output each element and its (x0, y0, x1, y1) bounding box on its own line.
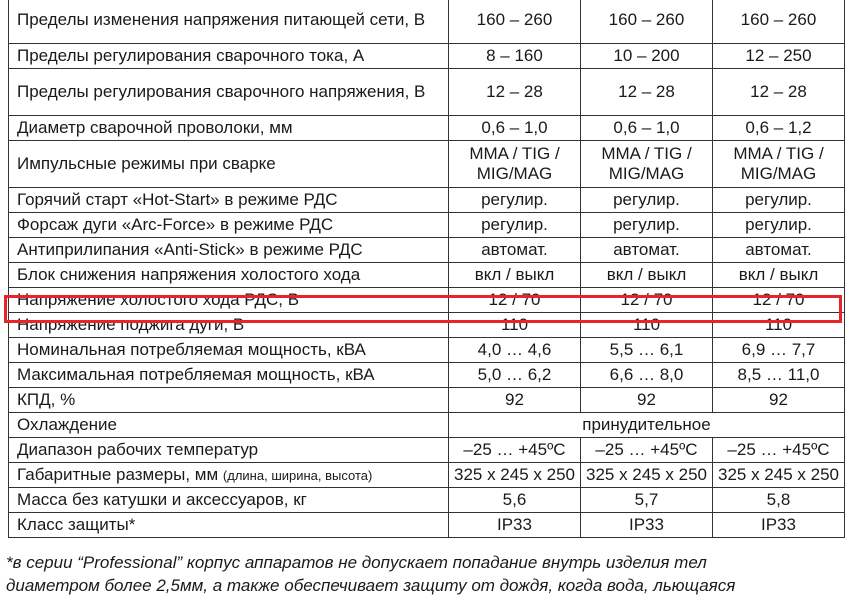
row-value: 160 – 260 (581, 0, 713, 44)
row-value: автомат. (449, 238, 581, 263)
row-label-cell (9, 463, 449, 488)
row-label-note: (длина, ширина, высота) (222, 467, 373, 483)
row-value: 92 (713, 388, 845, 413)
row-label: Габаритные размеры, мм (17, 464, 219, 484)
table-row (9, 313, 845, 338)
row-value: IP33 (713, 513, 845, 538)
table-row (9, 213, 845, 238)
row-value: 0,6 – 1,0 (449, 116, 581, 141)
row-value: автомат. (713, 238, 845, 263)
row-value: регулир. (449, 213, 581, 238)
row-label: Импульсные режимы при сварке (9, 141, 449, 188)
row-value: 0,6 – 1,2 (713, 116, 845, 141)
row-value: вкл / выкл (581, 263, 713, 288)
row-label: Горячий старт «Hot-Start» в режиме РДС (9, 188, 449, 213)
table-row (9, 338, 845, 363)
table-row (9, 69, 845, 116)
row-value: 8 – 160 (449, 44, 581, 69)
row-label: Охлаждение (9, 413, 449, 438)
row-value: 160 – 260 (449, 0, 581, 44)
row-label: Масса без катушки и аксессуаров, кг (9, 488, 449, 513)
row-label: КПД, % (9, 388, 449, 413)
table-row (9, 438, 845, 463)
table-row (9, 188, 845, 213)
table-row (9, 263, 845, 288)
specifications-table (8, 0, 845, 538)
row-label: Диапазон рабочих температур (9, 438, 449, 463)
row-value: IP33 (449, 513, 581, 538)
row-value: 0,6 – 1,0 (581, 116, 713, 141)
row-value-merged: принудительное (449, 413, 845, 438)
row-label: Блок снижения напряжения холостого хода (9, 263, 449, 288)
table-row (9, 44, 845, 69)
row-value: 12 / 70 (581, 288, 713, 313)
row-value: 5,5 … 6,1 (581, 338, 713, 363)
row-label: Пределы регулирования сварочного напряжения, В (9, 69, 449, 116)
row-value: регулир. (581, 213, 713, 238)
row-value: MMA / TIG / MIG/MAG (581, 141, 713, 188)
table-row (9, 238, 845, 263)
row-label: Диаметр сварочной проволоки, мм (9, 116, 449, 141)
row-value: 6,6 … 8,0 (581, 363, 713, 388)
footnote-line: *в серии “Professional” корпус аппаратов не допускает попадание внутрь изделия тел (6, 553, 707, 572)
row-value: 12 – 28 (449, 69, 581, 116)
row-label: Напряжение холостого хода РДС, В (9, 288, 449, 313)
table-row (9, 0, 845, 44)
row-value: 12 / 70 (713, 288, 845, 313)
row-value: 5,0 … 6,2 (449, 363, 581, 388)
table-row (9, 116, 845, 141)
row-value: 6,9 … 7,7 (713, 338, 845, 363)
row-value: 12 – 28 (713, 69, 845, 116)
row-label: Класс защиты* (9, 513, 449, 538)
row-label: Напряжение поджига дуги, В (9, 313, 449, 338)
row-value: –25 … +45ºC (581, 438, 713, 463)
row-value: 325 x 245 x 250 (581, 463, 713, 488)
row-value: 325 x 245 x 250 (449, 463, 581, 488)
row-value: вкл / выкл (449, 263, 581, 288)
row-value: 92 (581, 388, 713, 413)
row-label: Пределы изменения напряжения питающей сети, В (9, 0, 449, 44)
table-row-highlighted (9, 288, 845, 313)
row-value: 12 / 70 (449, 288, 581, 313)
row-value: 160 – 260 (713, 0, 845, 44)
row-value: 5,7 (581, 488, 713, 513)
row-value: автомат. (581, 238, 713, 263)
row-label: Номинальная потребляемая мощность, кВА (9, 338, 449, 363)
row-value: MMA / TIG / MIG/MAG (713, 141, 845, 188)
row-value: регулир. (713, 213, 845, 238)
table-row (9, 413, 845, 438)
row-value: 12 – 28 (581, 69, 713, 116)
table-row (9, 463, 845, 488)
row-label: Форсаж дуги «Arc-Force» в режиме РДС (9, 213, 449, 238)
footnote-line: диаметром более 2,5мм, а также обеспечивает защиту от дождя, когда вода, льющаяся (6, 576, 736, 595)
row-value: регулир. (581, 188, 713, 213)
row-value: 325 x 245 x 250 (713, 463, 845, 488)
table-row (9, 141, 845, 188)
row-value: вкл / выкл (713, 263, 845, 288)
row-value: –25 … +45ºC (713, 438, 845, 463)
row-value: регулир. (713, 188, 845, 213)
row-value: 110 (581, 313, 713, 338)
table-row (9, 513, 845, 538)
row-value: 10 – 200 (581, 44, 713, 69)
row-label: Максимальная потребляемая мощность, кВА (9, 363, 449, 388)
footnote (6, 551, 852, 597)
row-value: 12 – 250 (713, 44, 845, 69)
row-value: 4,0 … 4,6 (449, 338, 581, 363)
row-value: 110 (449, 313, 581, 338)
row-value: регулир. (449, 188, 581, 213)
table-row (9, 488, 845, 513)
row-value: IP33 (581, 513, 713, 538)
table-row (9, 388, 845, 413)
row-label: Пределы регулирования сварочного тока, А (9, 44, 449, 69)
row-value: 5,6 (449, 488, 581, 513)
row-value: MMA / TIG / MIG/MAG (449, 141, 581, 188)
row-value: –25 … +45ºC (449, 438, 581, 463)
row-value: 110 (713, 313, 845, 338)
row-value: 92 (449, 388, 581, 413)
row-value: 5,8 (713, 488, 845, 513)
table-row (9, 363, 845, 388)
row-value: 8,5 … 11,0 (713, 363, 845, 388)
row-label: Антиприлипания «Anti-Stick» в режиме РДС (9, 238, 449, 263)
